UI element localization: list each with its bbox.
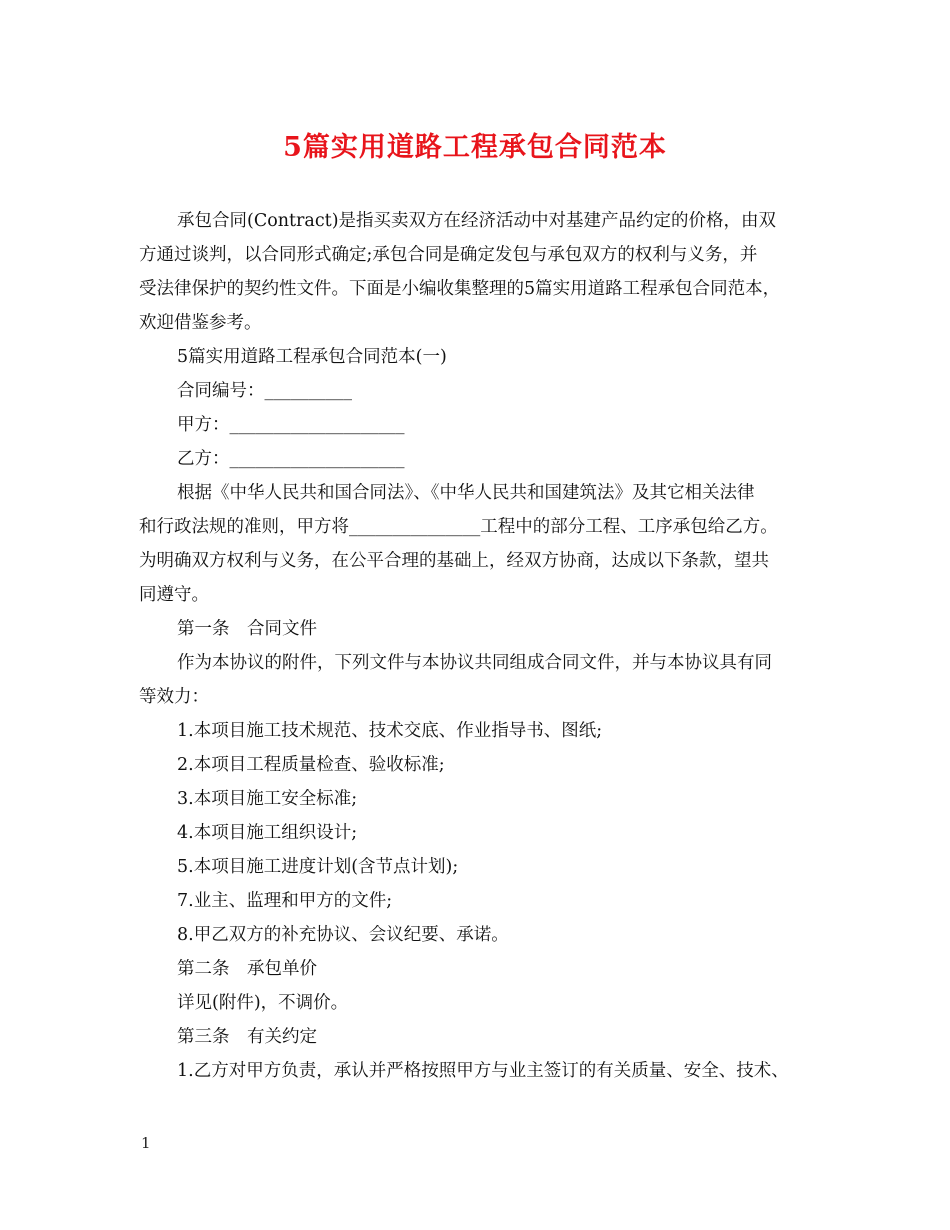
article-2-heading: 第二条 承包单价 — [177, 959, 317, 979]
page-number: 1 — [141, 1134, 151, 1152]
article-3-line-1: 1.乙方对甲方负责，承认并严格按照甲方与业主签订的有关质量、安全、技术、 — [177, 1061, 789, 1081]
party-b-field: 乙方：____________________ — [177, 449, 405, 469]
intro-line-2: 方通过谈判，以合同形式确定;承包合同是确定发包与承包双方的权利与义务，并 — [139, 245, 758, 265]
intro-line-3: 受法律保护的契约性文件。下面是小编收集整理的5篇实用道路工程承包合同范本， — [139, 279, 781, 299]
article-3-heading: 第三条 有关约定 — [177, 1027, 317, 1047]
contract-number-field: 合同编号：__________ — [177, 381, 352, 401]
basis-line-4: 同遵守。 — [139, 585, 209, 605]
list-item: 3.本项目施工安全标准; — [177, 789, 358, 809]
article-1-heading: 第一条 合同文件 — [177, 619, 317, 639]
party-a-field: 甲方：____________________ — [177, 415, 405, 435]
basis-line-2: 和行政法规的准则，甲方将_______________工程中的部分工程、工序承包给乙方。 — [139, 517, 778, 537]
document-title: 5篇实用道路工程承包合同范本 — [283, 132, 667, 163]
intro-line-4: 欢迎借鉴参考。 — [139, 313, 262, 333]
list-item: 4.本项目施工组织设计; — [177, 823, 358, 843]
basis-line-3: 为明确双方权利与义务，在公平合理的基础上，经双方协商，达成以下条款，望共 — [139, 551, 769, 571]
basis-line-1: 根据《中华人民共和国合同法》、《中华人民共和国建筑法》及其它相关法律 — [177, 483, 755, 503]
document-body — [139, 204, 831, 1088]
intro-line-1: 承包合同(Contract)是指买卖双方在经济活动中对基建产品约定的价格，由双 — [177, 211, 777, 231]
section-heading: 5篇实用道路工程承包合同范本(一) — [177, 347, 447, 367]
article-2-text: 详见(附件)，不调价。 — [177, 993, 349, 1013]
list-item: 2.本项目工程质量检查、验收标准; — [177, 755, 445, 775]
article-1-line-2: 等效力： — [139, 687, 209, 707]
list-item: 1.本项目施工技术规范、技术交底、作业指导书、图纸; — [177, 721, 603, 741]
article-1-line-1: 作为本协议的附件，下列文件与本协议共同组成合同文件，并与本协议具有同 — [177, 653, 772, 673]
list-item: 7.业主、监理和甲方的文件; — [177, 891, 393, 911]
list-item: 5.本项目施工进度计划(含节点计划); — [177, 857, 459, 877]
list-item: 8.甲乙双方的补充协议、会议纪要、承诺。 — [177, 925, 509, 945]
